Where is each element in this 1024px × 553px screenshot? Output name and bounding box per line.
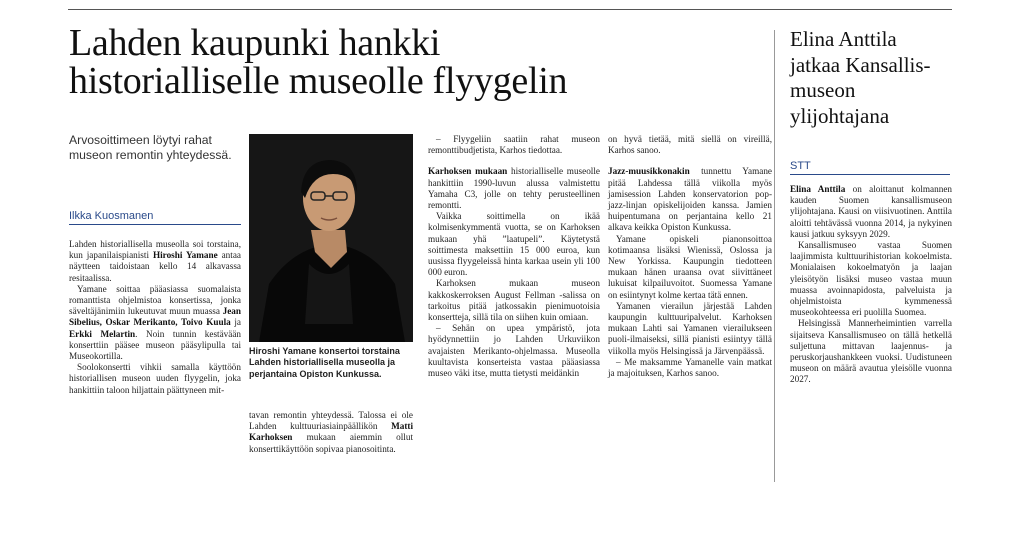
paragraph: – Sehän on upea ympäristö, jota hyödynnettiin jo Lahden Urkuviikon avajaisten Merikanto-ohjelmassa. Museolla kuultavista konserteista vastaa pääasiassa museo väki itse, mutta tietysti meidänkin [428, 323, 600, 379]
paragraph: Karhoksen mukaan historialliselle museolle hankittiin 1990-luvun alussa valmistettu Yamaha C3, jolle on tehty perusteellinen remontti. [428, 166, 600, 211]
paragraph: Yamane opiskeli pianonsoittoa kotimaansa lisäksi Wienissä, Oslossa ja New Yorkissa. Kaupungin tiedotteen mukaan hänen uraansa ovat siivittäneet lukuisat kilpailuvoitot. Suomessa Yamane on esiintynyt kolme kertaa tätä ennen. [608, 233, 772, 300]
headline-line: jatkaa Kansallis- [790, 52, 931, 77]
paragraph: Karhoksen mukaan museon kakkoskerroksen August Fellman -salissa on tarkoitus pitää jatkossakin pienimuotoisia konsertteja, sillä tila on siihen kuin omiaan. [428, 278, 600, 323]
paragraph: on hyvä tietää, mitä siellä on vireillä, Karhos sanoo. [608, 134, 772, 156]
paragraph: – Flyygeliin saatiin rahat museon remonttibudjetista, Karhos tiedottaa. [428, 134, 600, 156]
sidebar-body [790, 184, 952, 386]
paragraph: Jazz-muusikkonakin tunnettu Yamane pitää Lahdessa tällä viikolla myös jamisession Lahden konservatorion pop-jazz-linjan opiskelijoiden kanssa. Jamien huipentumana on perjantaina kello 21 alkava keikka Opiston Kunkussa. [608, 166, 772, 233]
article-column-2 [249, 410, 413, 455]
headline-line: museon [790, 78, 856, 102]
paragraph: Elina Anttila on aloittanut kolmannen kauden Suomen kansallismuseon ylijohtajana. Kausi on viisivuotinen. Anttila aloitti tehtävässä vuonna 2014, ja nykyinen kausi jatkuu syksyyn 2029. [790, 184, 952, 239]
paragraph: – Me maksamme Yamanelle vain matkat ja majoituksen, Karhos sanoo. [608, 356, 772, 379]
paragraph: Kansallismuseo vastaa Suomen laajimmista kulttuurihistorian kokoelmista. Monialaisen kokoelmatyön ja laajan yleisötyön lisäksi museo vastaa muun muassa avoinnapidosta, palveluista ja ohjelmistoista kymmenessä museokohteessa eri puolilla Suomea. [790, 240, 952, 318]
paragraph: Helsingissä Mannerheimintien varrella sijaitseva Kansallismuseo on tällä hetkellä suljettuna mittavan laajennus- ja peruskorjaushankkeen vuoksi. Uudistuneen museon on määrä avautua yleisölle vuonna 2027. [790, 318, 952, 385]
column-divider [774, 30, 775, 482]
headline-line: Lahden kaupunki hankki [69, 22, 441, 64]
article-column-1 [69, 239, 241, 396]
headline-line: historialliselle museolle flyygelin [69, 60, 568, 102]
article-headline [69, 24, 749, 100]
sidebar-headline [790, 27, 960, 129]
paragraph: Yamanen vierailun järjestää Lahden kaupungin kulttuuripalvelut. Karhoksen mukaan Lahti sai Yamanen vierailukseen puoli-ilmaiseksi, sillä pianisti esiintyy tällä viikolla myös Helsingissä ja Järvenpäässä. [608, 300, 772, 356]
paragraph: Soolokonsertti vihkii samalla käyttöön historiallisen museon uuden flyygelin, joka hankittiin taloon hiljattain päättyneen mit- [69, 362, 241, 395]
paragraph: Vaikka soittimella on ikää kolmisenkymmentä vuotta, se on Karhoksen mukaan yhä ”laatupeli”. Käytetystä soittimesta maksettiin 15 000 euroa, kun uusissa flyygeleissä hinta karkaa usein yli 100 000 euron. [428, 211, 600, 278]
paragraph: Yamane soittaa pääasiassa suomalaista romanttista ohjelmistoa konsertissa, jonka säveltäjänimiin lukeutuvat muun muassa Jean Sibelius, Oskar Merikanto, Toivo Kuula ja Erkki Melartin. Noin tunnin kestävään konserttiin pääsee museon pääsylipulla tai Museokortilla. [69, 283, 241, 362]
pianist-photo [249, 134, 413, 342]
article-lead: Arvosoittimeen löytyi rahat museon remontin yhteydessä. [69, 133, 232, 162]
paragraph: Lahden historiallisella museolla soi torstaina, kun japanilaispianisti Hiroshi Yamane antaa näytteen taidoistaan kello 14 alkavassa resitaalissa. [69, 239, 241, 283]
portrait-illustration [249, 134, 413, 342]
article-column-3 [428, 134, 600, 379]
article-byline: Ilkka Kuosmanen [69, 210, 241, 225]
article-column-4 [608, 134, 772, 379]
top-rule [68, 9, 952, 10]
headline-line: ylijohtajana [790, 103, 890, 128]
headline-line: Elina Anttila [790, 27, 897, 51]
paragraph: tavan remontin yhteydessä. Talossa ei ole Lahden kulttuuriasiainpäällikön Matti Karhoksen mukaan aiemmin ollut konserttikäyttöön sopivaa pianosoitinta. [249, 410, 413, 454]
sidebar-source: STT [790, 160, 950, 175]
photo-caption: Hiroshi Yamane konsertoi torstaina Lahden historiallisella museolla ja perjantaina Opiston Kunkussa. [249, 346, 400, 379]
